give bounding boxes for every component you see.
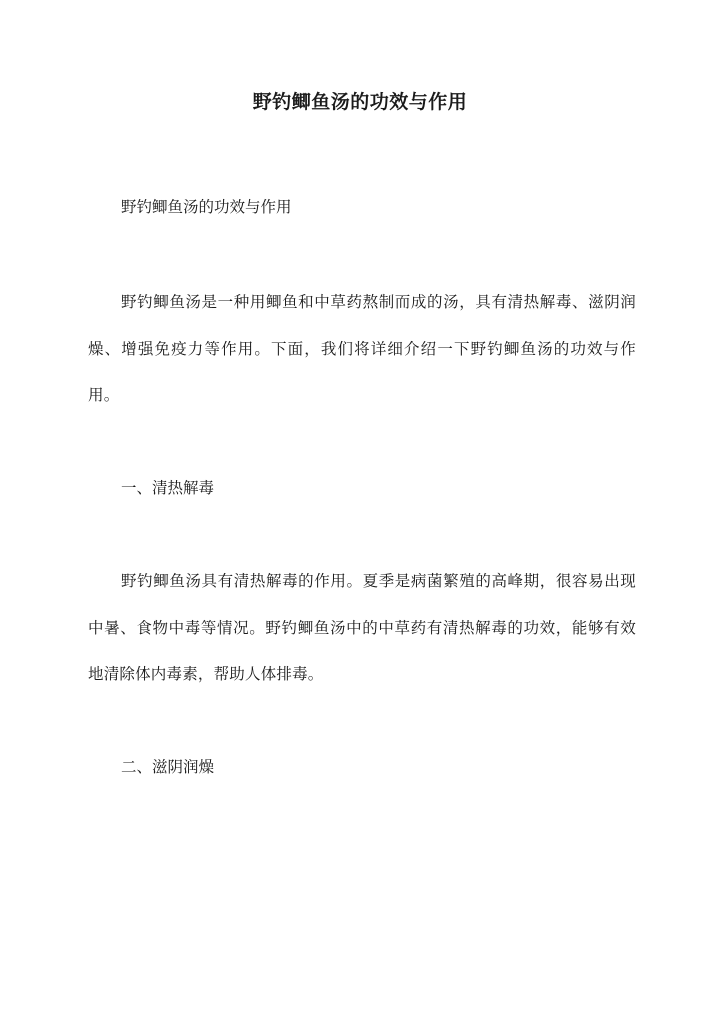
document-subtitle: 野钓鲫鱼汤的功效与作用 xyxy=(121,198,292,216)
document-title: 野钓鲫鱼汤的功效与作用 xyxy=(252,91,468,113)
section-heading-2: 二、滋阴润燥 xyxy=(121,758,215,776)
section-body-1: 野钓鲫鱼汤具有清热解毒的作用。夏季是病菌繁殖的高峰期，很容易出现中暑、食物中毒等情况。野钓鲫鱼汤中的中草药有清热解毒的功效，能够有效地清除体内毒素，帮助人体排毒。 xyxy=(88,572,636,683)
section-heading-1: 一、清热解毒 xyxy=(121,479,215,497)
intro-paragraph: 野钓鲫鱼汤是一种用鲫鱼和中草药熬制而成的汤，具有清热解毒、滋阴润燥、增强免疫力等作用。下面，我们将详细介绍一下野钓鲫鱼汤的功效与作用。 xyxy=(88,293,636,404)
